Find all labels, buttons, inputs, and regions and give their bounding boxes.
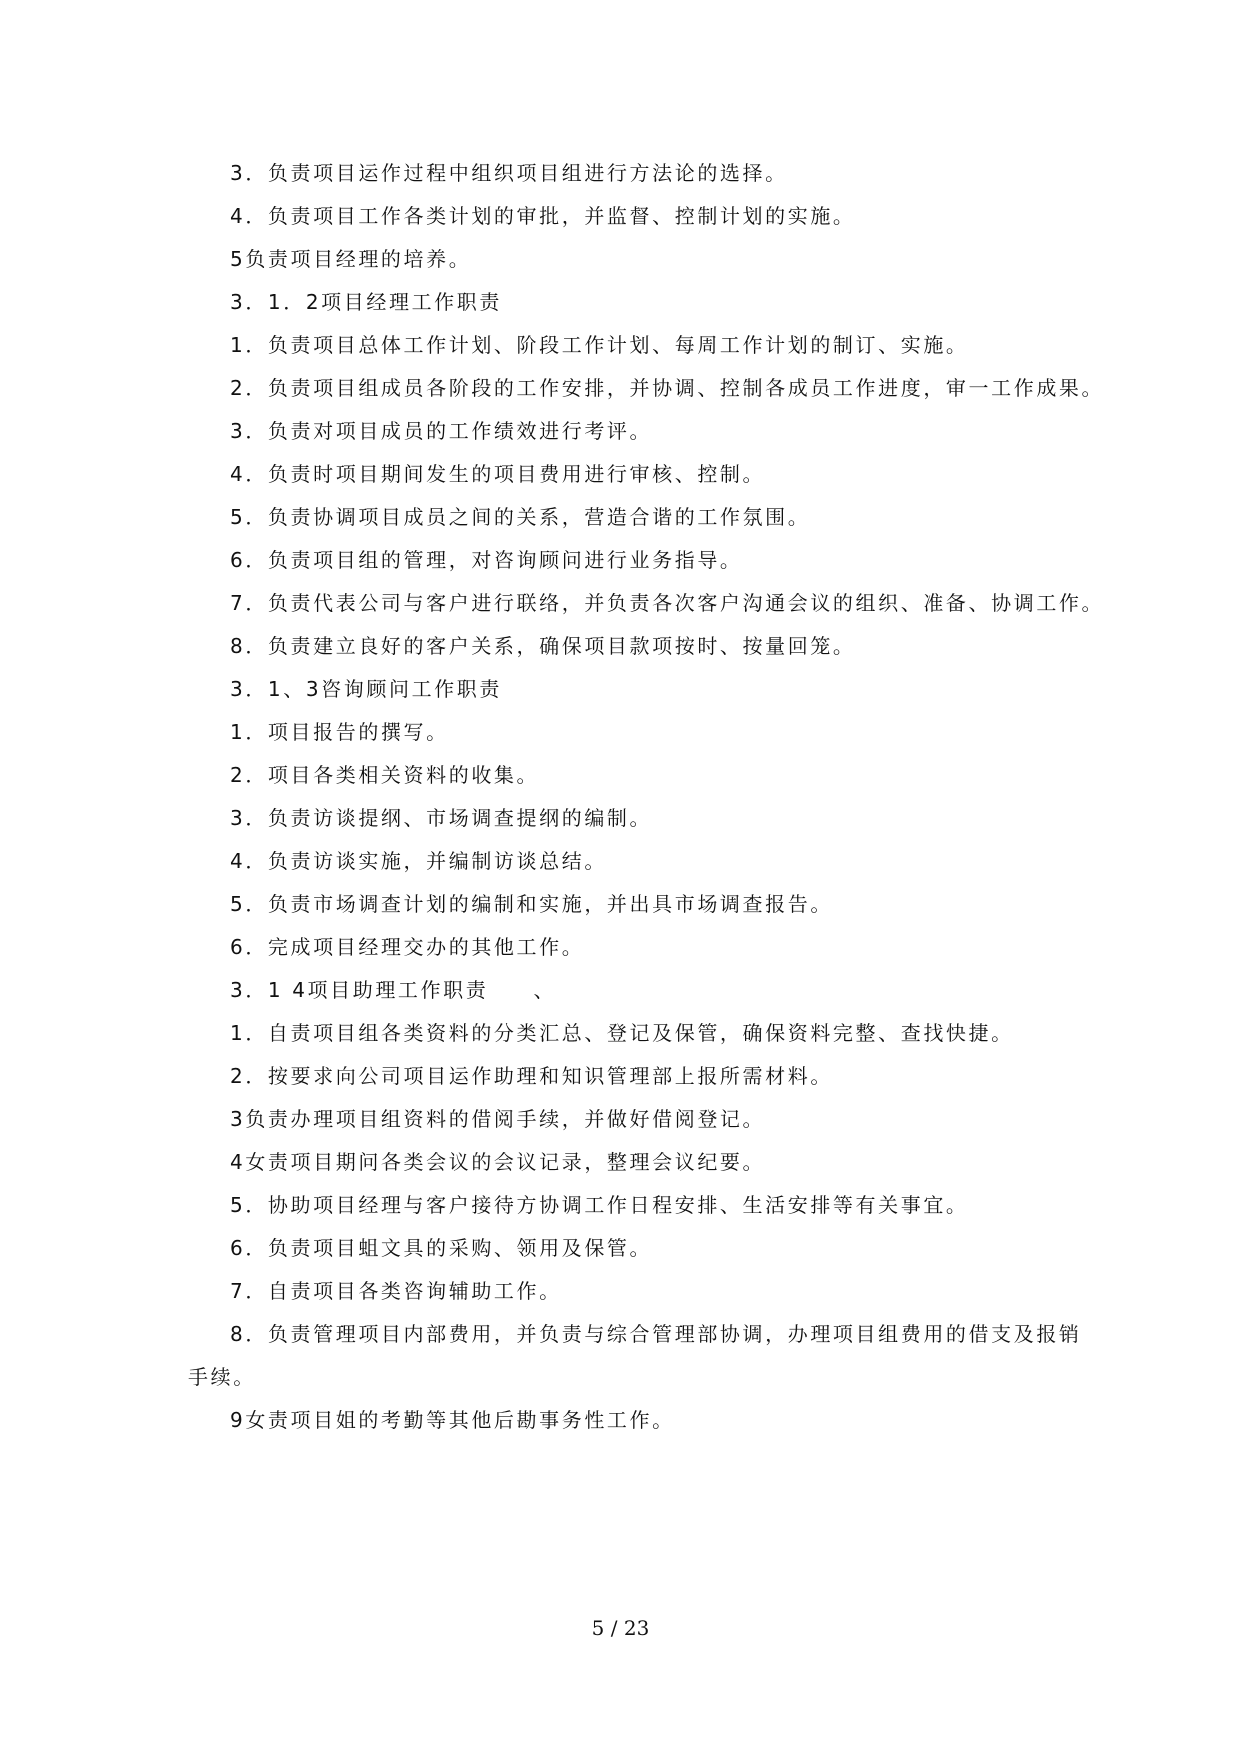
text-line: 5负责项目经理的培养。 [230, 247, 472, 271]
text-line: 4．负责时项目期间发生的项目费用进行审核、控制。 [230, 462, 766, 486]
page-number: 5 / 23 [591, 1616, 650, 1640]
text-line: 8．负责管理项目内部费用，并负责与综合管理部协调，办理项目组费用的借支及报销 [230, 1322, 1082, 1346]
text-line: 4．负责访谈实施，并编制访谈总结。 [230, 849, 607, 873]
section-heading: 3．1、3咨询顾问工作职责 [230, 677, 502, 701]
text-line: 5．负责协调项目成员之间的关系，营造合谐的工作氛围。 [230, 505, 811, 529]
section-heading: 3．1．2项目经理工作职责 [230, 290, 502, 314]
text-line: 7．自责项目各类咨询辅助工作。 [230, 1279, 562, 1303]
text-line: 6．负责项目组的管理，对咨询顾问进行业务指导。 [230, 548, 743, 572]
text-line: 5．协助项目经理与客户接待方协调工作日程安排、生活安排等有关事宜。 [230, 1193, 969, 1217]
section-heading: 3．1 4项目助理工作职责 、 [230, 978, 557, 1002]
text-line: 1．项目报告的撰写。 [230, 720, 449, 744]
text-line: 4女责项目期问各类会议的会议记录，整理会议纪要。 [230, 1150, 766, 1174]
text-line: 1．负责项目总体工作计划、阶段工作计划、每周工作计划的制订、实施。 [230, 333, 969, 357]
text-line: 3．负责对项目成员的工作绩效进行考评。 [230, 419, 653, 443]
text-line: 5．负责市场调查计划的编制和实施，并出具市场调查报告。 [230, 892, 833, 916]
text-line: 9女责项目姐的考勤等其他后勘事务性工作。 [230, 1408, 675, 1432]
text-line: 2．负责项目组成员各阶段的工作安排，并协调、控制各成员工作进度，审一工作成果。 [230, 376, 1105, 400]
text-line: 2．项目各类相关资料的收集。 [230, 763, 540, 787]
text-line-continuation: 手续。 [188, 1365, 256, 1389]
text-line: 6．负责项目蛆文具的采购、领用及保管。 [230, 1236, 653, 1260]
text-line: 7．负责代表公司与客户进行联络，并负责各次客户沟通会议的组织、准备、协调工作。 [230, 591, 1105, 615]
text-line: 2．按要求向公司项目运作助理和知识管理部上报所需材料。 [230, 1064, 833, 1088]
text-line: 6．完成项目经理交办的其他工作。 [230, 935, 585, 959]
text-line: 3．负责项目运作过程中组织项目组进行方法论的选择。 [230, 161, 788, 185]
text-line: 3．负责访谈提纲、市场调查提纲的编制。 [230, 806, 653, 830]
text-line: 4．负责项目工作各类计划的审批，并监督、控制计划的实施。 [230, 204, 856, 228]
text-line: 8．负责建立良好的客户关系，确保项目款项按时、按量回笼。 [230, 634, 856, 658]
text-line: 3负责办理项目组资料的借阅手续，并做好借阅登记。 [230, 1107, 766, 1131]
text-line: 1．自责项目组各类资料的分类汇总、登记及保管，确保资料完整、查找快捷。 [230, 1021, 1014, 1045]
